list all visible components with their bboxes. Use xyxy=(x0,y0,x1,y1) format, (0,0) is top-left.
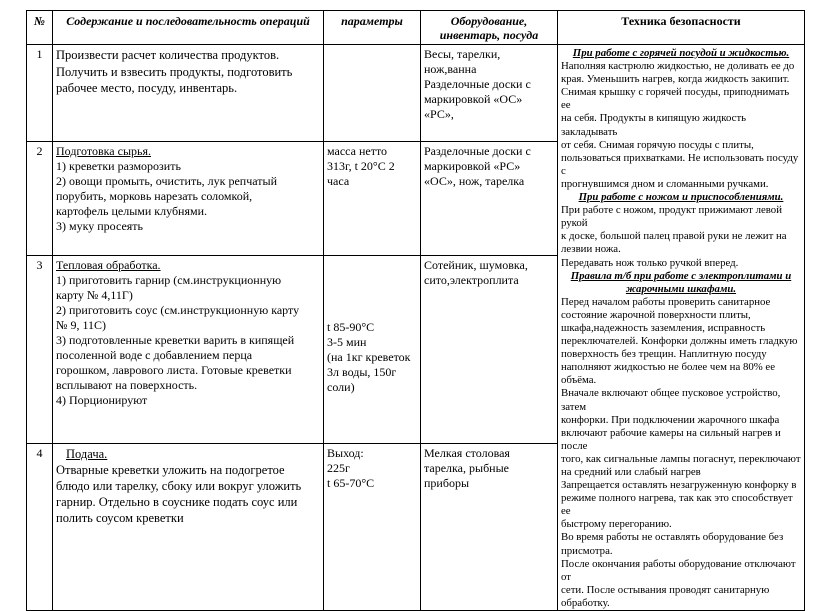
header-equipment: Оборудование, инвентарь, посуда xyxy=(421,11,558,45)
content-line: рабочее место, посуду, инвентарь. xyxy=(56,81,238,95)
step-title: Тепловая обработка. xyxy=(56,258,161,273)
operation-equipment xyxy=(421,141,558,256)
safety-line: пользоваться прихватками. Не использовать посуду с xyxy=(561,151,799,177)
content-line: горошком, лаврового листа. Готовые креветки xyxy=(56,363,292,378)
safety-line: Передавать нож только ручкой вперед. xyxy=(561,256,739,269)
safety-line: После окончания работы оборудование отключают от xyxy=(561,557,796,583)
param-line: (на 1кг креветок xyxy=(327,350,411,365)
operation-params xyxy=(324,141,421,256)
equipment-line: «ОС», нож, тарелка xyxy=(424,173,525,188)
safety-line: Во время работы не оставлять оборудование без xyxy=(561,531,784,544)
row-number: 2 xyxy=(27,141,53,256)
safety-line: на средний или слабый нагрев xyxy=(561,466,701,478)
content-line: 2) овощи промыть, очистить, лук репчатый xyxy=(56,173,278,188)
content-line: 3) муку просеять xyxy=(56,218,144,233)
header-content: Содержание и последовательность операций xyxy=(53,11,324,45)
step-title: Подача. xyxy=(66,447,108,462)
operation-content xyxy=(53,141,324,256)
safety-line: сети. После остывания проводят санитарную xyxy=(561,583,770,596)
content-line: Получить и взвесить продукты, подготовить xyxy=(56,64,293,79)
operation-content xyxy=(53,256,324,444)
header-params: параметры xyxy=(324,11,421,45)
safety-line: прогнувшимся дном и сломанными ручками. xyxy=(561,177,769,190)
safety-line: к доске, большой палец правой руки не лежит на xyxy=(561,230,787,243)
safety-line: на себя. Продукты в кипящую жидкость закладывать xyxy=(561,112,747,138)
safety-hot-title: При работе с горячей посудой и жидкостью. xyxy=(572,47,790,59)
content-line: № 9, 11С) xyxy=(56,318,107,333)
content-line: посоленной воде с добавлением перца xyxy=(56,348,253,363)
param-line: t 65-70°С xyxy=(327,476,375,491)
safety-line: от себя. Снимая горячую посуды с плиты, xyxy=(561,138,754,151)
equipment-line: маркировкой «ОС» xyxy=(424,92,523,106)
content-line: Отварные креветки уложить на подогретое xyxy=(56,463,285,478)
content-line: карту № 4,11Г) xyxy=(56,288,133,303)
equipment-line: Весы, тарелки, xyxy=(424,47,501,61)
content-line: порубить, морковь нарезать соломкой, xyxy=(56,188,253,203)
safety-line: переключателей. Конфорки должны иметь гладкую xyxy=(561,335,798,348)
safety-line: лезвии ножа. xyxy=(561,243,621,256)
header-row xyxy=(27,11,805,45)
content-line: 2) приготовить соус (см.инструкционную карту xyxy=(56,303,300,318)
safety-line: Перед началом работы проверить санитарное xyxy=(561,295,771,308)
operation-equipment xyxy=(421,444,558,611)
safety-line: состояние жарочной поверхности плиты, xyxy=(561,308,751,321)
operation-equipment xyxy=(421,256,558,444)
content-line: блюдо или тарелку, сбоку или вокруг уложить xyxy=(56,479,302,494)
safety-line: включают рабочие камеры на сильный нагрев и после xyxy=(561,426,781,452)
operation-params xyxy=(324,45,421,142)
equipment-line: нож,ванна xyxy=(424,62,477,76)
safety-rules xyxy=(558,45,805,611)
content-line: всплывают на поверхность. xyxy=(56,378,198,393)
operation-content xyxy=(53,444,324,611)
equipment-line: тарелка, рыбные xyxy=(424,461,509,476)
header-num: № xyxy=(27,11,53,45)
operation-content xyxy=(53,45,324,142)
param-line: масса нетто xyxy=(327,143,388,158)
safety-line: того, как сигнальные лампы погаснут, переключают xyxy=(561,452,801,465)
content-line: картофель целыми клубнями. xyxy=(56,203,208,218)
equipment-line: Мелкая столовая xyxy=(424,446,510,461)
safety-line: конфорки. При подключении жарочного шкафа xyxy=(561,413,780,426)
content-line: полить соусом креветки xyxy=(56,511,184,526)
safety-line: поверхность без трещин. Наплитную посуду xyxy=(561,348,767,361)
equipment-line: Разделочные доски с xyxy=(424,143,531,158)
param-line: t 85-90°С xyxy=(327,320,375,335)
safety-stove-title: Правила т/б при работе с электроплитами и xyxy=(570,269,792,282)
row-number: 4 xyxy=(27,444,53,611)
safety-line: При работе с ножом, продукт прижимают левой рукой xyxy=(561,204,782,230)
row-number: 1 xyxy=(27,45,53,142)
safety-line: Снимая крышку с горячей посуды, приподнимать ее xyxy=(561,86,790,112)
param-line: 3-5 мин xyxy=(327,335,367,350)
equipment-line: «РС», xyxy=(424,107,454,121)
operation-params xyxy=(324,256,421,444)
equipment-line: маркировкой «РС» xyxy=(424,158,521,173)
content-line: Произвести расчет количества продуктов. xyxy=(56,48,280,62)
content-line: гарнир. Отдельно в соуснике подать соус или xyxy=(56,495,298,510)
table-row xyxy=(27,45,805,142)
content-line: 1) креветки разморозить xyxy=(56,158,181,173)
param-line: 3л воды, 150г xyxy=(327,365,397,380)
safety-line: объёма. xyxy=(561,374,597,387)
equipment-line: Разделочные доски с xyxy=(424,77,531,91)
step-title: Подготовка сырья. xyxy=(56,143,151,158)
operation-params xyxy=(324,444,421,611)
equipment-line: Сотейник, шумовка, xyxy=(424,258,528,273)
param-line: 225г xyxy=(327,461,350,476)
row-number: 3 xyxy=(27,256,53,444)
param-line: часа xyxy=(327,173,350,188)
content-line: 4) Порционируют xyxy=(56,393,148,408)
tech-card-table xyxy=(26,10,805,611)
param-line: 313г, t 20°С 2 xyxy=(327,158,395,173)
content-line: 1) приготовить гарнир (см.инструкционную xyxy=(56,273,282,288)
safety-line: обработку. xyxy=(561,596,610,609)
equipment-line: приборы xyxy=(424,476,470,491)
safety-line: Запрещается оставлять незагруженную конфорку в xyxy=(561,479,797,492)
content-line: 3) подготовленные креветки варить в кипящей xyxy=(56,333,295,348)
safety-line: Вначале включают общее пусковое устройство, затем xyxy=(561,387,781,413)
safety-line: шкафа,надежность заземления, исправность xyxy=(561,321,766,334)
safety-line: присмотра. xyxy=(561,544,613,557)
param-line: Выход: xyxy=(327,446,364,461)
header-safety: Техника безопасности xyxy=(558,11,805,45)
safety-line: наполняют жидкостью не более чем на 80% ее xyxy=(561,361,776,374)
safety-line: быстрому перегоранию. xyxy=(561,518,672,531)
param-line: соли) xyxy=(327,380,355,395)
equipment-line: сито,электроплита xyxy=(424,273,519,288)
operation-equipment xyxy=(421,45,558,142)
safety-line: края. Уменьшить нагрев, когда жидкость закипит. xyxy=(561,73,790,86)
safety-knife-title: При работе с ножом и приспособлениями. xyxy=(578,191,784,204)
safety-stove-title-cont: жарочными шкафами. xyxy=(625,282,737,295)
safety-line: режиме полного нагрева, так как это способствует ее xyxy=(561,492,793,518)
safety-line: Наполняя кастрюлю жидкостью, не доливать ее до xyxy=(561,60,795,73)
